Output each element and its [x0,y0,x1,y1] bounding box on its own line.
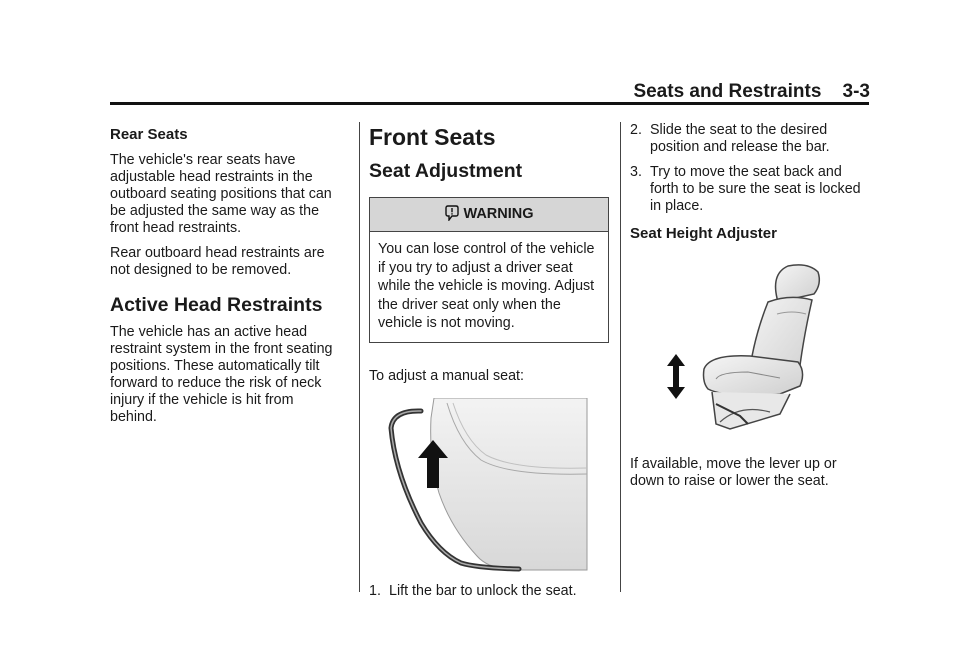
step-text: Lift the bar to unlock the seat. [389,582,577,599]
header-rule [110,102,869,105]
page-number: 3-3 [842,81,870,102]
warning-title: WARNING [463,206,534,222]
active-head-restraints-heading: Active Head Restraints [110,294,323,316]
list-item [369,583,609,600]
column-right [630,122,870,498]
step-number: 2. [630,122,642,138]
section-title: Seats and Restraints [633,81,822,102]
seat-adjustment-heading: Seat Adjustment [369,160,523,182]
seat-height-heading: Seat Height Adjuster [630,225,777,242]
rear-seats-paragraph: Rear outboard head restraints are not designed to be removed. [110,245,325,278]
rear-seats-heading: Rear Seats [110,126,188,143]
step-number: 1. [369,582,381,599]
column-left [110,122,340,434]
column-middle [369,122,609,608]
list-item [630,164,870,215]
list-item [630,122,870,156]
seat-height-paragraph: If available, move the lever up or down to raise or lower the seat. [630,456,837,489]
warning-text: You can lose control of the vehicle if you try to adjust a driver seat while the vehicle is moving. Adjust the driver seat only when the vehicle is not moving. [378,241,595,331]
active-head-restraints-paragraph: The vehicle has an active head restraint system in the front seating positions. These automatically tilt forward to reduce the risk of neck injury if the vehicle is hit from behind. [110,324,333,425]
warning-header [370,198,608,232]
up-down-arrow-icon [667,354,685,399]
rear-seats-paragraph: The vehicle's rear seats have adjustable head restraints in the outboard seating positions that can be adjusted the same way as the front head restraints. [110,152,332,236]
section-header [560,81,870,103]
step-text: Slide the seat to the desired position and release the bar. [650,122,830,155]
step-text: Try to move the seat back and forth to be sure the seat is locked in place. [650,164,861,214]
warning-box [369,197,609,343]
warning-icon [444,205,460,221]
step-number: 3. [630,164,642,180]
column-divider [620,122,621,592]
column-divider [359,122,360,592]
seat-bar-illustration [369,398,589,573]
seat-height-illustration [630,254,870,444]
front-seats-heading: Front Seats [369,124,496,150]
manual-seat-intro: To adjust a manual seat: [369,367,524,384]
